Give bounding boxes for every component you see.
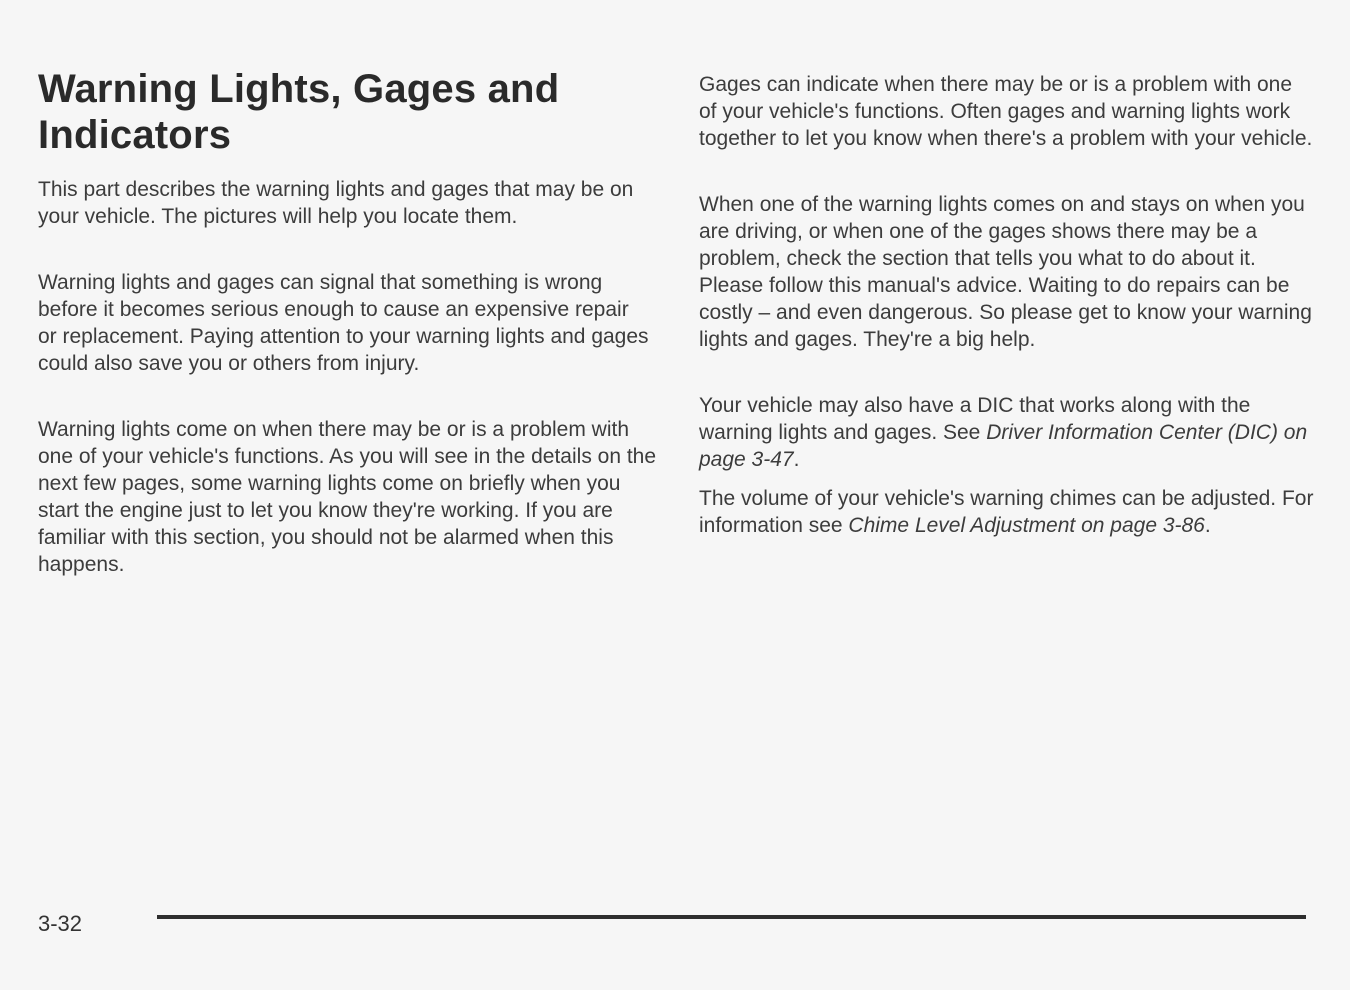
dic-paragraph bbox=[699, 392, 1314, 473]
dic-cross-reference-link[interactable]: Driver Information Center (DIC) on page 3-47 bbox=[699, 421, 1308, 471]
intro-paragraph: This part describes the warning lights and gages that may be on your vehicle. The pictures will help you locate them. bbox=[38, 178, 634, 228]
dic-paragraph-end: . bbox=[793, 448, 800, 471]
chime-cross-reference-link[interactable]: Chime Level Adjustment on page 3-86 bbox=[848, 514, 1205, 537]
page-title: Warning Lights, Gages and Indicators bbox=[38, 67, 560, 157]
chime-paragraph-text: The volume of your vehicle's warning chimes can be adjusted. For information see bbox=[699, 487, 1314, 537]
warning-signal-paragraph: Warning lights and gages can signal that something is wrong before it becomes serious enough to cause an expensive repair or replacement. Paying attention to your warning lights and gages could also save you or others from injury. bbox=[38, 271, 649, 375]
chime-paragraph-end: . bbox=[1204, 514, 1211, 537]
dic-paragraph-text: Your vehicle may also have a DIC that works along with the warning lights and gages. See bbox=[699, 394, 1251, 444]
warning-lights-paragraph: Warning lights come on when there may be or is a problem with one of your vehicle's functions. As you will see in the details on the next few pages, some warning lights come on briefly when you start the engine just to let you know they're working. If you are familiar with this section, you should not be alarmed when this happens. bbox=[38, 418, 657, 576]
gages-paragraph: Gages can indicate when there may be or is a problem with one of your vehicle's functions. Often gages and warning lights work together to let you know when there's a problem with your vehicle. bbox=[699, 73, 1313, 150]
page-number: 3-32 bbox=[38, 911, 83, 936]
warning-advice-paragraph: When one of the warning lights comes on and stays on when you are driving, or when one of the gages shows there may be a problem, check the section that tells you what to do about it. Please follow this manual's advice. Waiting to do repairs can be costly – and even dangerous. So please get to know your warning lights and gages. They're a big help. bbox=[699, 193, 1312, 351]
chime-paragraph bbox=[699, 485, 1314, 539]
footer-rule bbox=[157, 915, 1306, 919]
